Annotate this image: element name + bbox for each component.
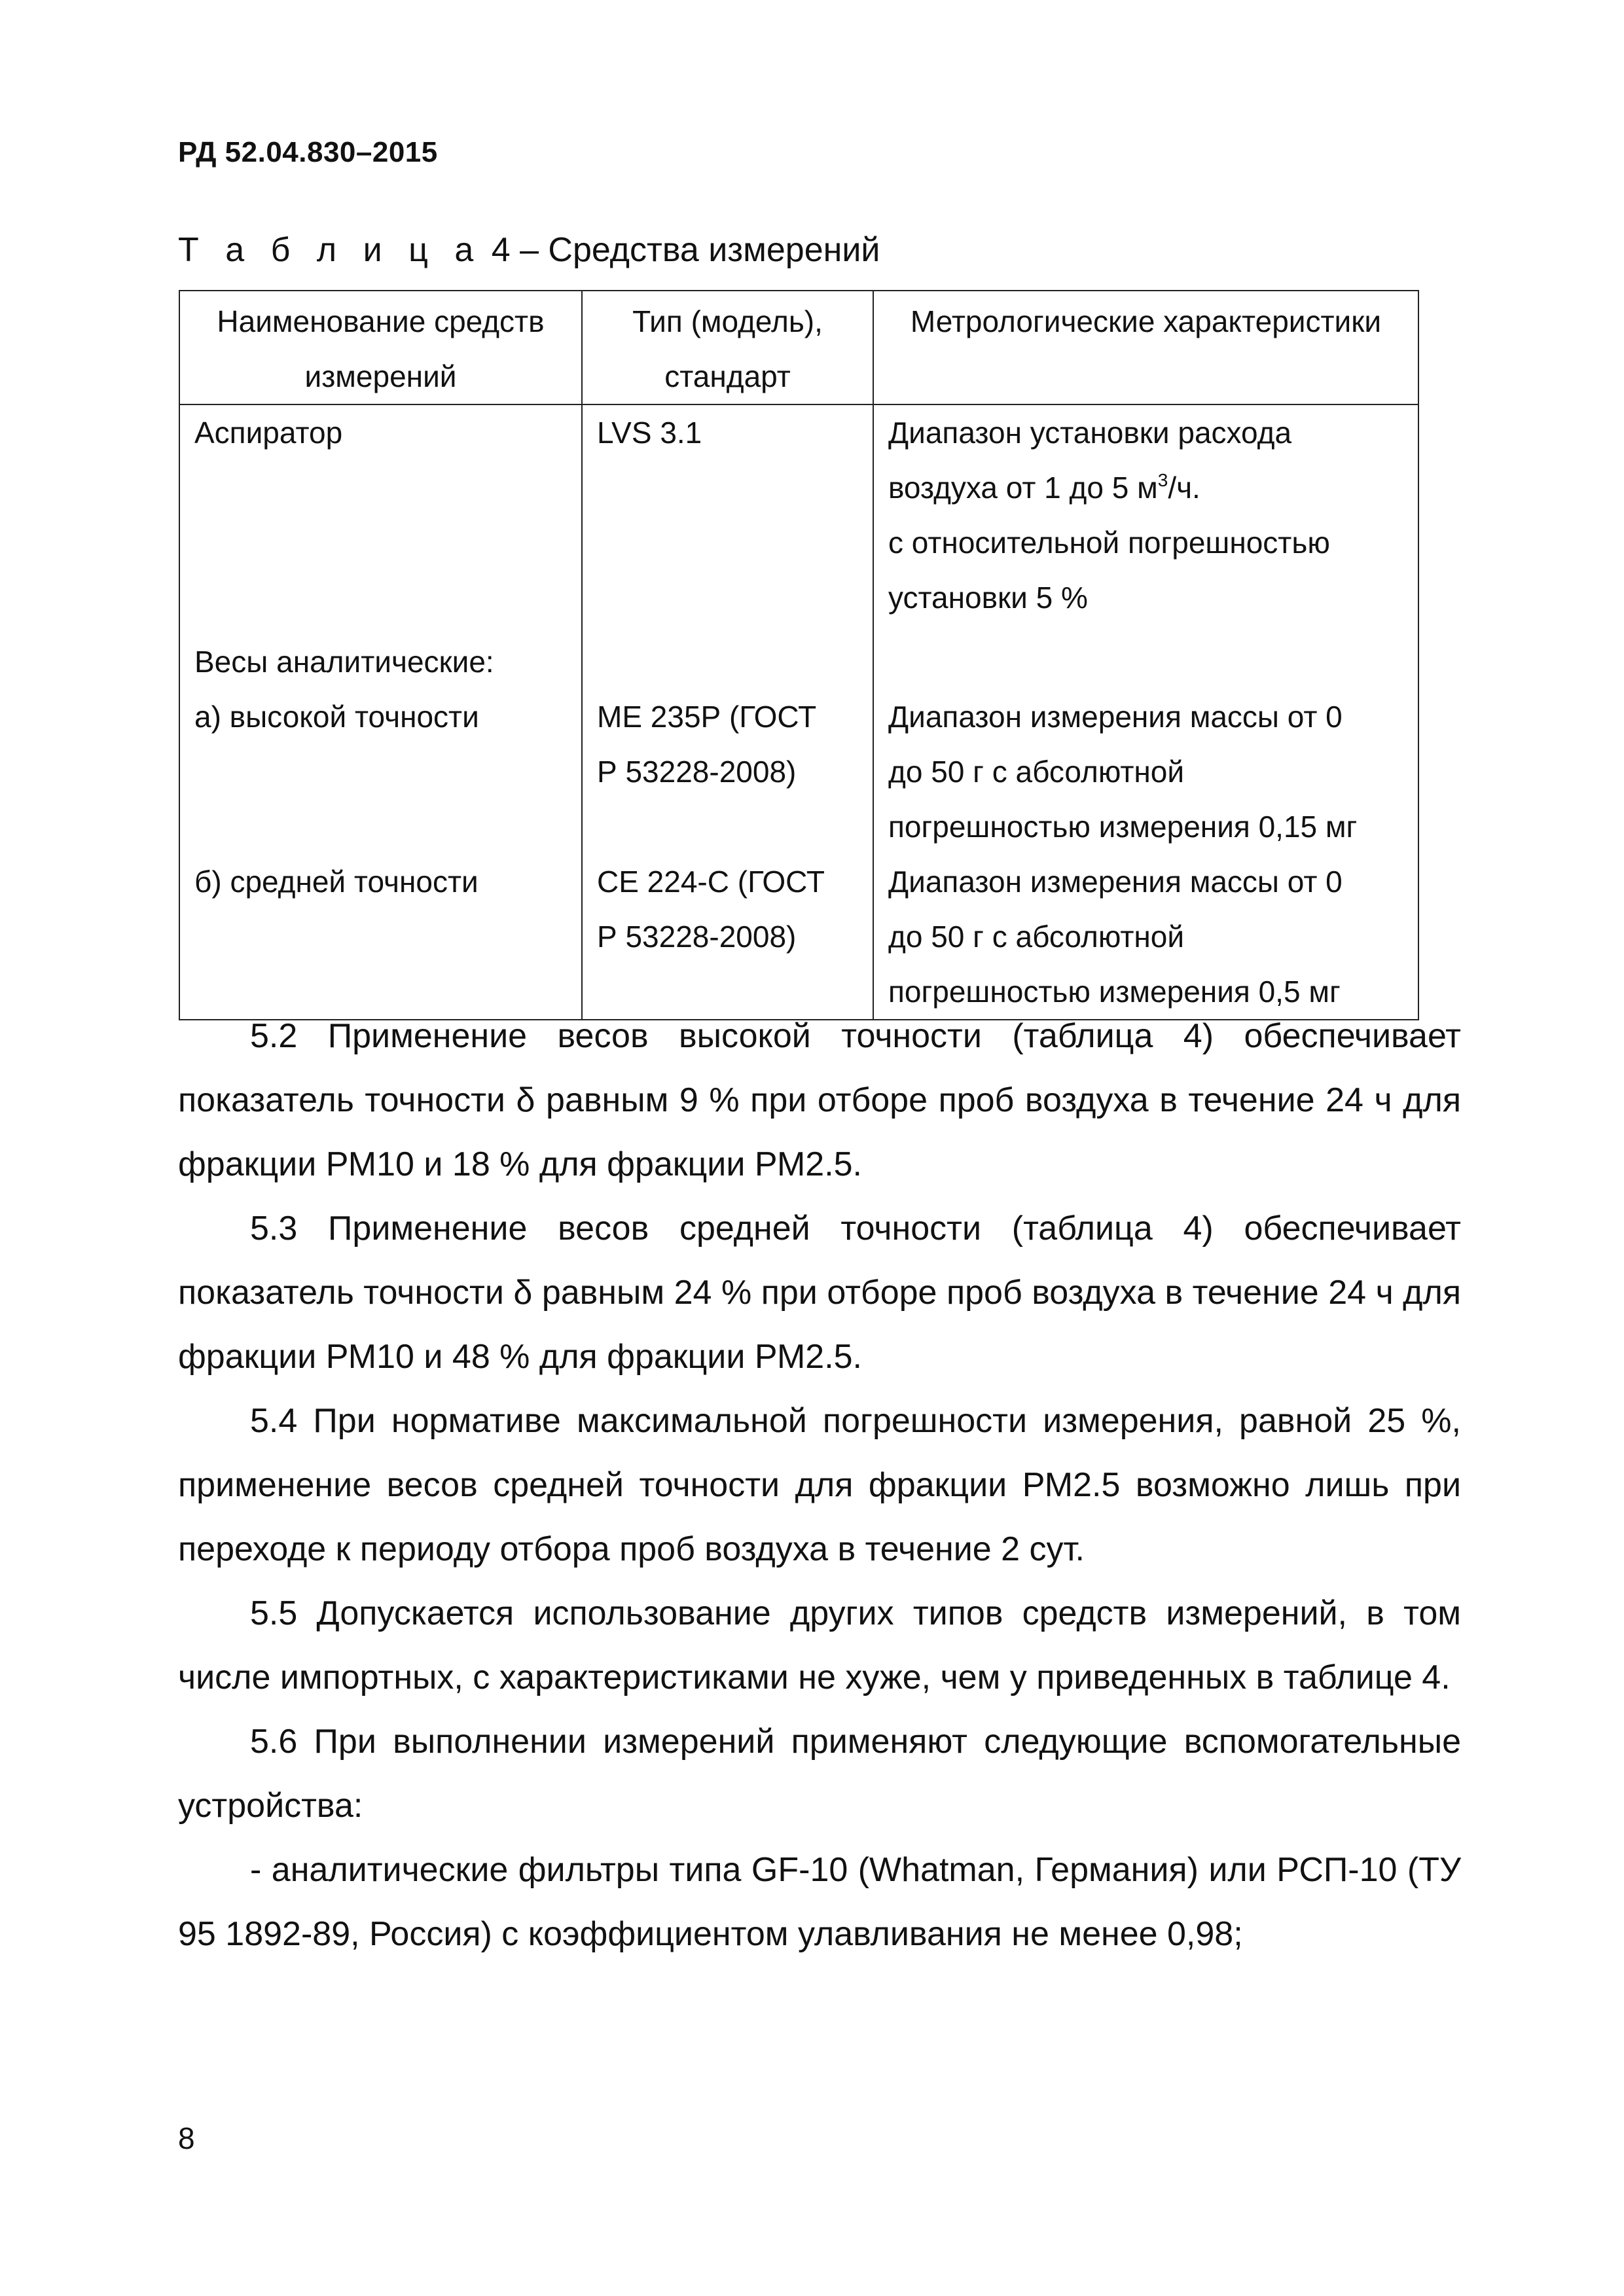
cell-line: а) высокой точности <box>194 700 479 734</box>
table-header-row <box>179 291 1418 404</box>
column-header-type <box>582 291 873 404</box>
header-line: измерений <box>304 359 457 393</box>
cell-characteristics <box>873 854 1418 1020</box>
cell-line: Диапазон измерения массы от 0 <box>888 700 1343 734</box>
superscript-3: 3 <box>1157 470 1168 490</box>
measuring-instruments-table <box>179 290 1419 1020</box>
table-row <box>179 854 1418 1020</box>
cell-name <box>179 854 582 1020</box>
cell-line: Весы аналитические: <box>194 645 494 679</box>
column-header-characteristics <box>873 291 1418 404</box>
cell-type <box>582 404 873 634</box>
cell-line: СЕ 224-С (ГОСТ <box>597 865 825 899</box>
cell-line: Диапазон установки расхода <box>888 416 1292 450</box>
cell-line: с относительной погрешностью <box>888 526 1330 560</box>
cell-line: Р 53228-2008) <box>597 920 797 954</box>
paragraph-5-5: 5.5 Допускается использование других типов средств измерений, в том числе импортных, с характеристиками не хуже, чем у приведенных в таблице 4. <box>178 1594 1461 1696</box>
body-text <box>178 1004 1461 1966</box>
paragraph-5-4: 5.4 При нормативе максимальной погрешности измерения, равной 25 %, применение весов средней точности для фракции РМ2.5 возможно лишь при переходе к периоду отбора проб воздуха в течение 2 сут. <box>178 1402 1461 1568</box>
cell-line: LVS 3.1 <box>597 416 702 450</box>
table-row <box>179 634 1418 689</box>
paragraph-5-2: 5.2 Применение весов высокой точности (таблица 4) обеспечивает показатель точности δ равным 9 % при отборе проб воздуха в течение 24 ч для фракции РМ10 и 18 % для фракции РМ2.5. <box>178 1017 1461 1183</box>
cell-line: погрешностью измерения 0,5 мг <box>888 975 1341 1009</box>
header-line: Метрологические характеристики <box>910 304 1382 338</box>
cell-name <box>179 689 582 854</box>
cell-characteristics <box>873 404 1418 634</box>
page-number: 8 <box>178 2121 195 2155</box>
cell-line: Р 53228-2008) <box>597 755 797 789</box>
cell-line: до 50 г с абсолютной <box>888 920 1185 954</box>
paragraph-5-3: 5.3 Применение весов средней точности (таблица 4) обеспечивает показатель точности δ равным 24 % при отборе проб воздуха в течение 24 ч для фракции РМ10 и 48 % для фракции РМ2.5. <box>178 1210 1461 1376</box>
flow-unit: /ч. <box>1168 471 1200 505</box>
cell-type <box>582 689 873 854</box>
table-row <box>179 404 1418 634</box>
document-code: РД 52.04.830–2015 <box>178 136 438 168</box>
cell-line <box>888 460 1410 515</box>
paragraph-filters: - аналитические фильтры типа GF-10 (Whatman, Германия) или РСП-10 (ТУ 95 1892-89, Россия) с коэффициентом улавливания не менее 0,98; <box>178 1851 1461 1953</box>
cell-name <box>179 404 582 634</box>
table-caption-prefix: Т а б л и ц а <box>178 231 482 269</box>
table-caption <box>178 230 880 270</box>
cell-line: до 50 г с абсолютной <box>888 755 1185 789</box>
cell-line: б) средней точности <box>194 865 478 899</box>
cell-line: Аспиратор <box>194 416 343 450</box>
flow-range-text: воздуха от 1 до 5 м <box>888 471 1158 505</box>
cell-characteristics <box>873 634 1418 689</box>
header-line: Тип (модель), <box>632 304 823 338</box>
cell-line: погрешностью измерения 0,15 мг <box>888 810 1358 844</box>
cell-line: Диапазон измерения массы от 0 <box>888 865 1343 899</box>
cell-characteristics <box>873 689 1418 854</box>
table-caption-title: 4 – Средства измерений <box>482 231 880 269</box>
cell-line: МЕ 235Р (ГОСТ <box>597 700 817 734</box>
paragraph-5-6: 5.6 При выполнении измерений применяют следующие вспомогательные устройства: <box>178 1723 1461 1825</box>
header-line: стандарт <box>664 359 791 393</box>
cell-type <box>582 854 873 1020</box>
cell-type <box>582 634 873 689</box>
header-line: Наименование средств <box>217 304 545 338</box>
table-row <box>179 689 1418 854</box>
cell-name <box>179 634 582 689</box>
column-header-name <box>179 291 582 404</box>
cell-line: установки 5 % <box>888 581 1088 615</box>
